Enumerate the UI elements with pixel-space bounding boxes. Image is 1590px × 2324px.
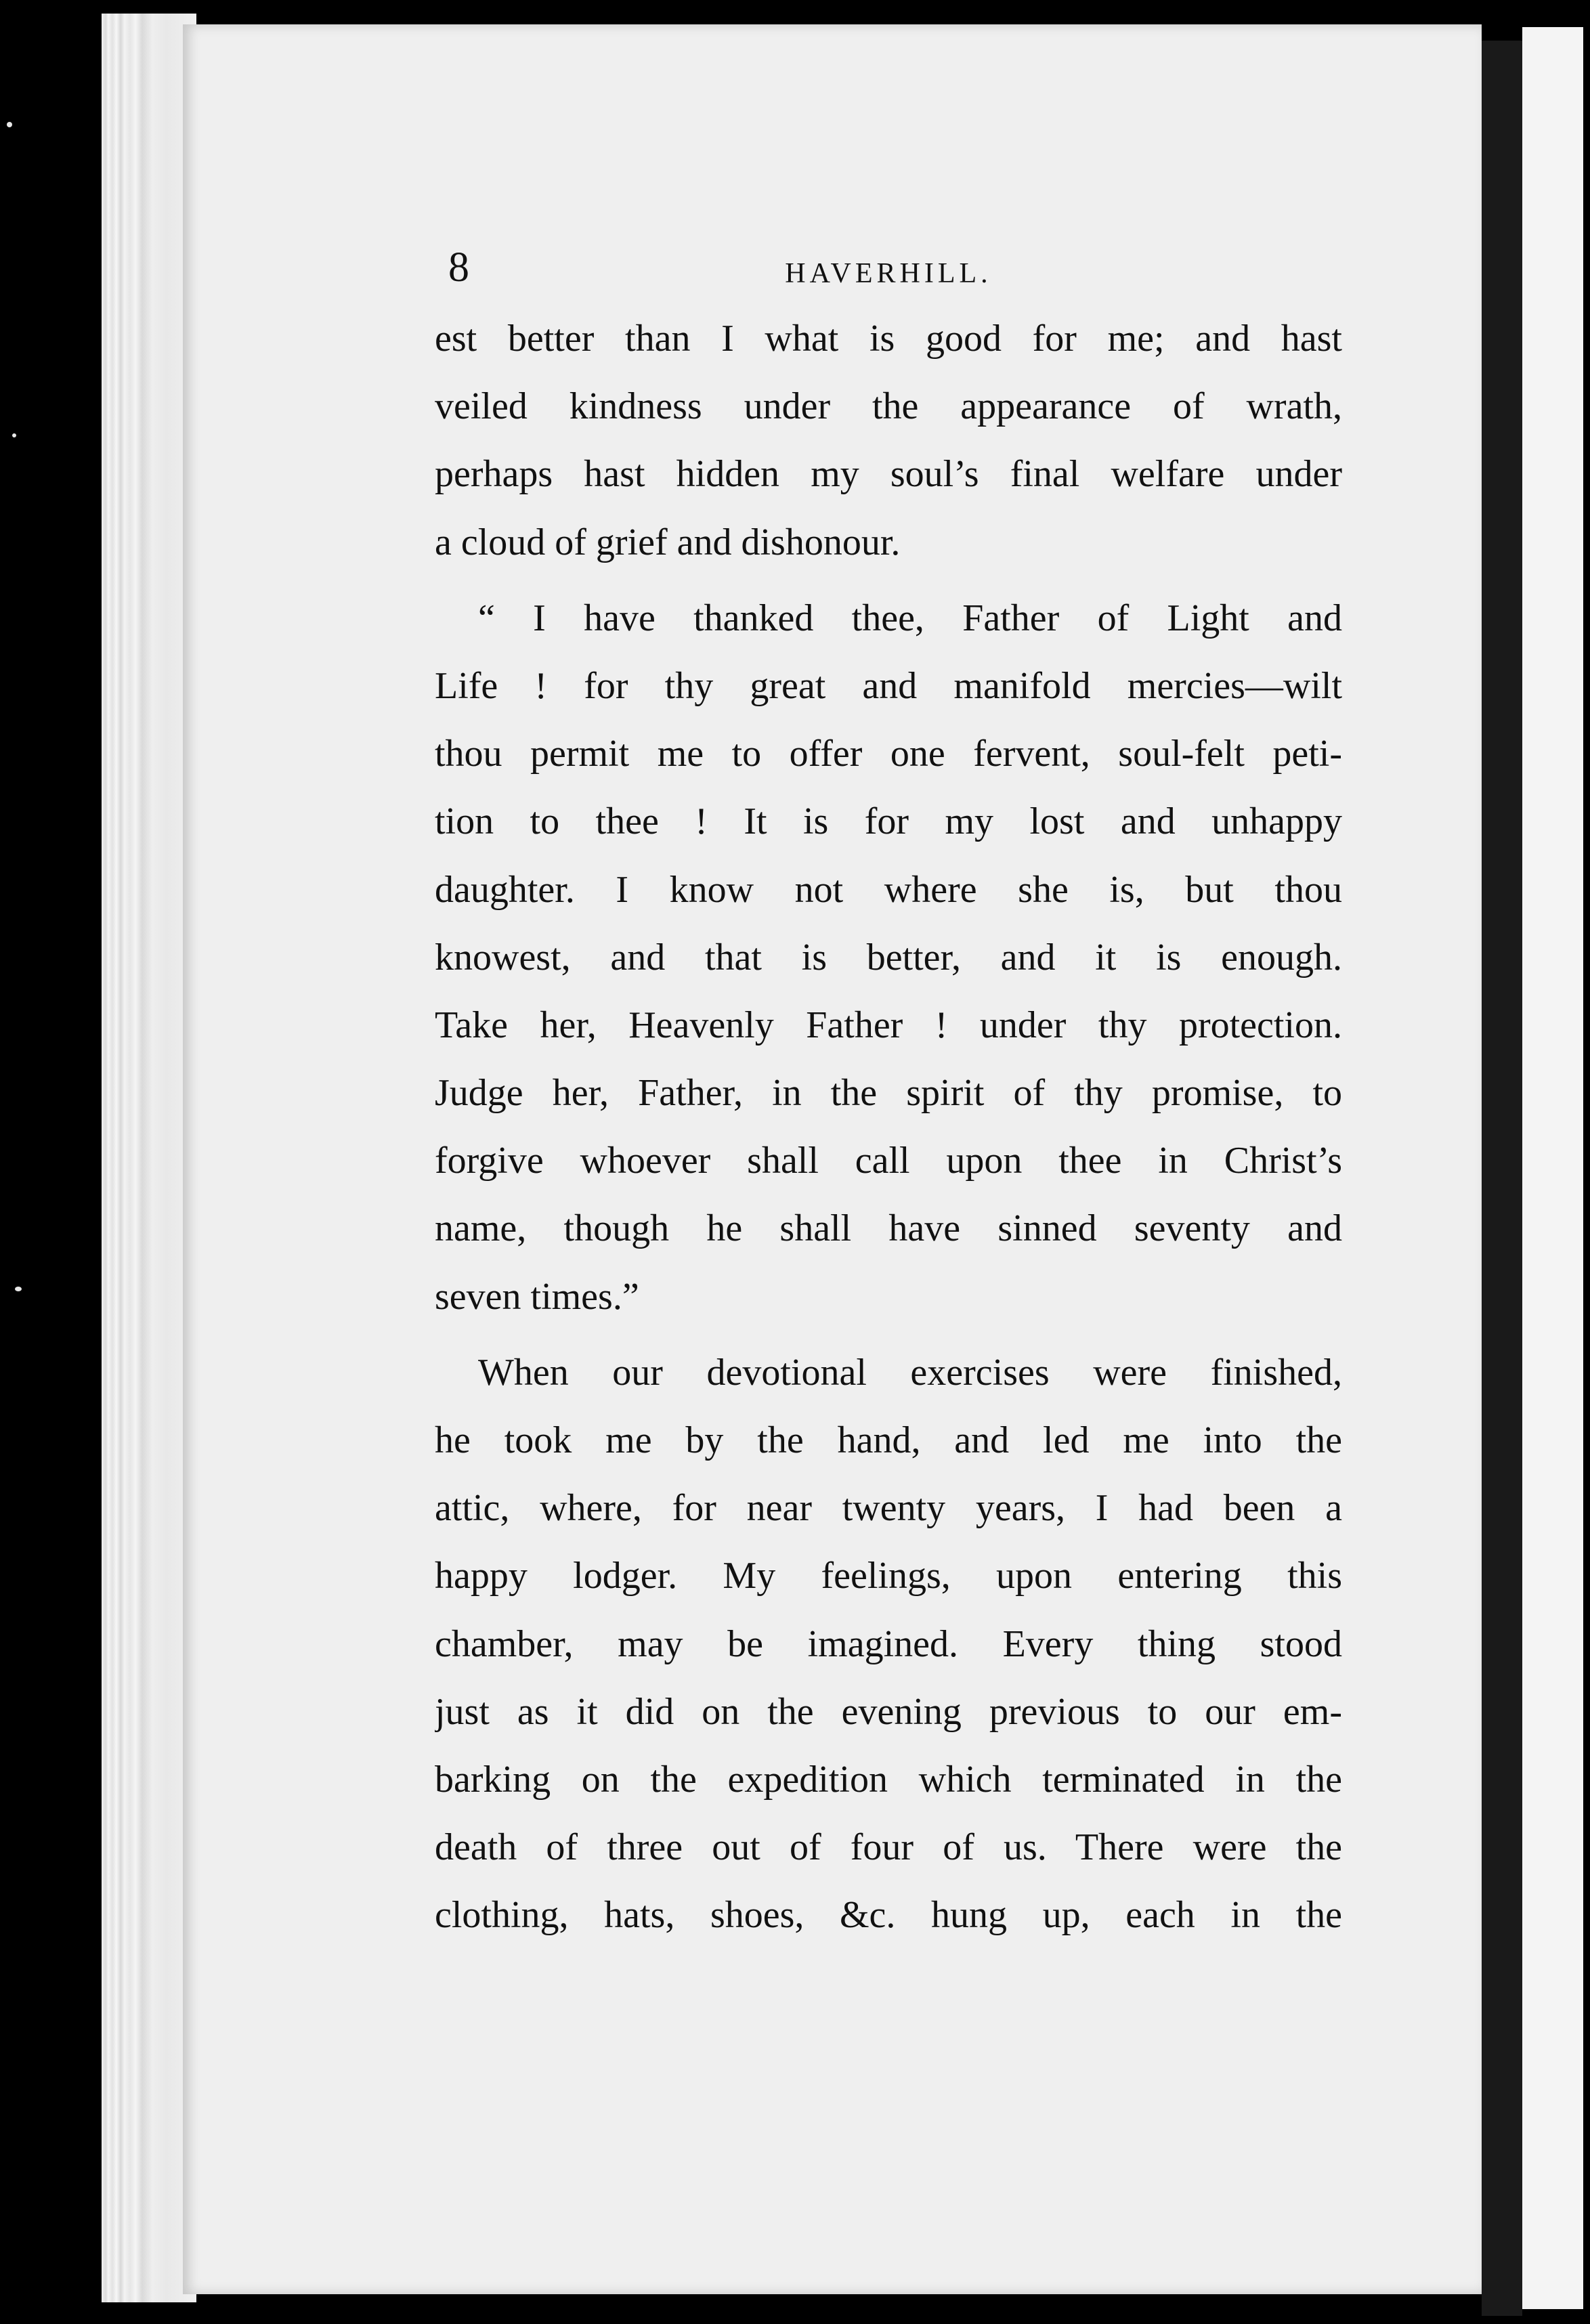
text-line: clothing, hats, shoes, &c. hung up, each in the: [435, 1894, 1342, 1937]
speck: [12, 433, 16, 437]
text-line: happy lodger. My feelings, upon entering this: [435, 1555, 1342, 1597]
speck: [15, 1287, 22, 1291]
text-line: est better than I what is good for me; and hast: [435, 318, 1342, 360]
text-line: death of three out of four of us. There were the: [435, 1826, 1342, 1869]
text-line: “ I have thanked thee, Father of Light and: [478, 597, 1342, 639]
text-line: seven times.”: [435, 1275, 639, 1318]
page-text: [435, 230, 1342, 1950]
speck: [7, 122, 12, 127]
text-line: When our devotional exercises were finished,: [478, 1351, 1342, 1394]
text-line: a cloud of grief and dishonour.: [435, 521, 901, 563]
text-line: thou permit me to offer one fervent, soul-felt peti-: [435, 733, 1342, 775]
text-line: name, though he shall have sinned seventy and: [435, 1207, 1342, 1250]
page-number: 8: [448, 244, 469, 290]
text-line: forgive whoever shall call upon thee in Christ’s: [435, 1140, 1342, 1182]
text-line: knowest, and that is better, and it is enough.: [435, 936, 1342, 978]
text-line: veiled kindness under the appearance of wrath,: [435, 385, 1342, 428]
text-line: Life ! for thy great and manifold mercies—wilt: [435, 664, 1342, 707]
text-line: barking on the expedition which terminated in the: [435, 1758, 1342, 1801]
facing-page-sliver: [1522, 27, 1583, 2309]
text-line: chamber, may be imagined. Every thing stood: [435, 1622, 1342, 1665]
page-header: [435, 230, 1342, 305]
gutter-shadow: [1482, 41, 1522, 2316]
text-line: Take her, Heavenly Father ! under thy protection.: [435, 1004, 1342, 1046]
running-head: HAVERHILL.: [785, 258, 992, 289]
text-line: he took me by the hand, and led me into the: [435, 1419, 1342, 1461]
text-line: just as it did on the evening previous to our em-: [435, 1690, 1342, 1733]
text-line: Judge her, Father, in the spirit of thy promise, to: [435, 1072, 1342, 1115]
paragraph: [435, 305, 1342, 576]
text-line: attic, where, for near twenty years, I had been a: [435, 1487, 1342, 1530]
page-edges: [102, 14, 196, 2302]
text-line: tion to thee ! It is for my lost and unhappy: [435, 800, 1342, 843]
paragraph: [435, 584, 1342, 1331]
paragraph: [435, 1339, 1342, 1950]
text-line: daughter. I know not where she is, but thou: [435, 868, 1342, 911]
text-line: perhaps hast hidden my soul’s final welfare under: [435, 453, 1342, 496]
